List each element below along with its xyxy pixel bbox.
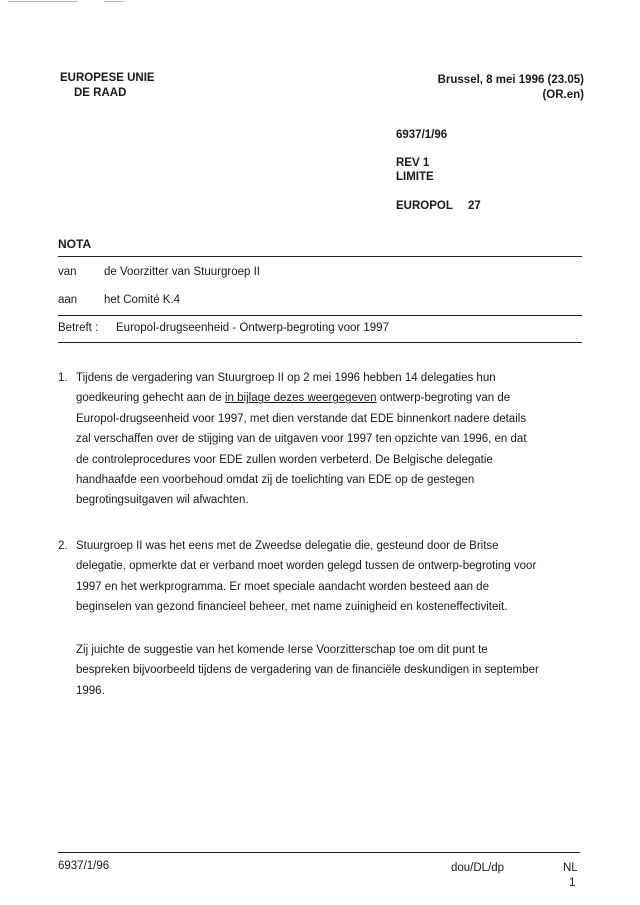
date-line: Brussel, 8 mei 1996 (23.05)	[437, 74, 584, 86]
paragraph-number: 1.	[58, 372, 68, 384]
footer-doc-number: 6937/1/96	[58, 860, 110, 872]
annex-reference: in bijlage dezes weergegeven	[224, 392, 377, 405]
divider	[58, 315, 582, 316]
paragraph-line: Stuurgroep II was het eens met de Zweedse delegatie die, gesteund door de Britse	[76, 540, 499, 552]
to-value: het Comité K.4	[104, 294, 181, 306]
paragraph-3	[76, 640, 586, 701]
file-number: 27	[468, 200, 481, 212]
paragraph-2	[76, 536, 586, 618]
text-span: goedkeuring gehecht aan de	[76, 392, 225, 405]
paragraph-line: zal verschaffen over de stijging van de uitgaven voor 1997 ten opzichte van 1996, en dat	[76, 433, 527, 446]
paragraph-line: beginselen van gezond financieel beheer, met name zuinigheid en kosteneffectiviteit.	[76, 601, 508, 614]
paragraph-line: Europol-drugseenheid voor 1997, met dien verstande dat EDE binnenkort nadere details	[76, 412, 527, 425]
paragraph-1	[76, 368, 586, 511]
paragraph-line: begrotingsuitgaven wil afwachten.	[76, 494, 249, 507]
memo-title: NOTA	[58, 237, 92, 251]
revision: REV 1	[396, 157, 430, 169]
subject-value: Europol-drugseenheid - Ontwerp-begroting voor 1997	[116, 322, 389, 334]
classification: LIMITE	[396, 171, 434, 183]
original-language: (OR.en)	[542, 89, 584, 101]
from-value: de Voorzitter van Stuurgroep II	[104, 266, 260, 278]
paragraph-number: 2.	[58, 540, 68, 552]
paragraph-line: 1996.	[76, 684, 105, 697]
scan-artifact	[104, 1, 124, 2]
paragraph-line: 1997 en het werkprogramma. Er moet speciale aandacht worden besteed aan de	[76, 580, 489, 593]
paragraph-line: bespreken bijvoorbeeld tijdens de vergadering van de financiële deskundigen in september	[76, 664, 539, 677]
divider	[58, 342, 582, 343]
divider	[58, 256, 582, 257]
scan-artifact	[8, 1, 78, 2]
paragraph-line: handhaafde een voorbehoud omdat zij de toelichting van EDE op de gestegen	[76, 474, 475, 487]
footer-initials: dou/DL/dp	[451, 862, 505, 874]
org-body: DE RAAD	[74, 87, 127, 99]
subject-label: Betreft :	[58, 322, 99, 334]
text-span: ontwerp-begroting van de	[376, 392, 511, 405]
to-label: aan	[58, 294, 78, 306]
page-number: 1	[569, 877, 576, 889]
org-name: EUROPESE UNIE	[60, 72, 155, 84]
paragraph-line: de controleprocedures voor EDE zullen worden verbeterd. De Belgische delegatie	[76, 453, 493, 466]
paragraph-line: delegatie, opmerkte dat er verband moet worden gelegd tussen de ontwerp-begroting voor	[76, 560, 537, 573]
file-label: EUROPOL	[396, 200, 453, 212]
paragraph-line	[76, 388, 586, 408]
document-number: 6937/1/96	[396, 129, 448, 141]
footer-language: NL	[563, 862, 578, 874]
footer-divider	[58, 852, 580, 853]
from-label: van	[58, 266, 77, 278]
paragraph-line: Zij juichte de suggestie van het komende Ierse Voorzitterschap toe om dit punt te	[76, 644, 488, 656]
paragraph-line: Tijdens de vergadering van Stuurgroep II op 2 mei 1996 hebben 14 delegaties hun	[76, 372, 496, 384]
